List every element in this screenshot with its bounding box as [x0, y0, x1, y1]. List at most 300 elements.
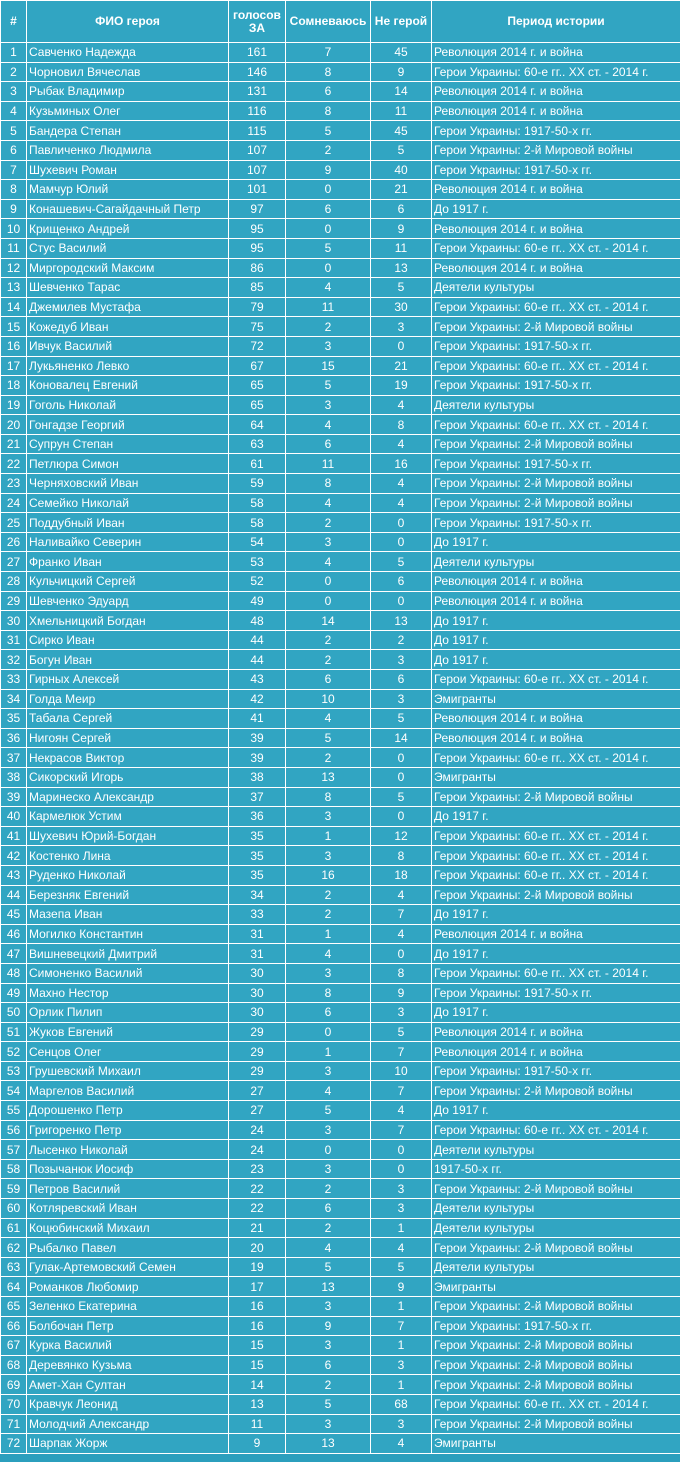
votes-doubt: 3 — [286, 1297, 371, 1317]
row-number: 45 — [1, 905, 27, 925]
history-period: Герои Украины: 2-й Мировой войны — [432, 493, 680, 513]
row-number: 57 — [1, 1140, 27, 1160]
history-period: Герои Украины: 1917-50-х гг. — [432, 121, 680, 141]
hero-name: Шухевич Роман — [27, 160, 229, 180]
votes-for: 54 — [229, 532, 286, 552]
votes-doubt: 3 — [286, 846, 371, 866]
hero-name: Орлик Пилип — [27, 1003, 229, 1023]
row-number: 42 — [1, 846, 27, 866]
hero-name: Маринеско Александр — [27, 787, 229, 807]
hero-name: Гонгадзе Георгий — [27, 415, 229, 435]
hero-name: Стус Василий — [27, 238, 229, 258]
history-period: До 1917 г. — [432, 199, 680, 219]
history-period: Деятели культуры — [432, 1140, 680, 1160]
votes-doubt: 6 — [286, 1355, 371, 1375]
table-row — [1, 885, 680, 905]
history-period: Деятели культуры — [432, 278, 680, 298]
votes-for: 11 — [229, 1414, 286, 1434]
history-period: Герои Украины: 60-е гг.. XX ст. - 2014 г. — [432, 238, 680, 258]
votes-not-hero: 5 — [371, 787, 432, 807]
votes-for: 29 — [229, 1022, 286, 1042]
votes-for: 115 — [229, 121, 286, 141]
votes-not-hero: 9 — [371, 983, 432, 1003]
votes-for: 42 — [229, 689, 286, 709]
row-number: 61 — [1, 1218, 27, 1238]
hero-name: Богун Иван — [27, 650, 229, 670]
table-row — [1, 474, 680, 494]
hero-name: Франко Иван — [27, 552, 229, 572]
votes-not-hero: 19 — [371, 376, 432, 396]
votes-for: 58 — [229, 493, 286, 513]
votes-for: 14 — [229, 1375, 286, 1395]
votes-for: 65 — [229, 395, 286, 415]
row-number: 25 — [1, 513, 27, 533]
table-row — [1, 650, 680, 670]
row-number: 67 — [1, 1336, 27, 1356]
votes-doubt: 3 — [286, 963, 371, 983]
row-number: 10 — [1, 219, 27, 239]
votes-not-hero: 4 — [371, 1434, 432, 1454]
votes-doubt: 3 — [286, 1414, 371, 1434]
hero-name: Ивчук Василий — [27, 336, 229, 356]
table-row — [1, 1218, 680, 1238]
votes-doubt: 3 — [286, 1120, 371, 1140]
votes-not-hero: 45 — [371, 43, 432, 63]
row-number: 43 — [1, 865, 27, 885]
votes-for: 65 — [229, 376, 286, 396]
table-row — [1, 865, 680, 885]
votes-doubt: 2 — [286, 748, 371, 768]
votes-for: 27 — [229, 1081, 286, 1101]
votes-not-hero: 1 — [371, 1218, 432, 1238]
history-period: До 1917 г. — [432, 650, 680, 670]
table-row — [1, 219, 680, 239]
hero-name: Джемилев Мустафа — [27, 297, 229, 317]
votes-not-hero: 4 — [371, 1238, 432, 1258]
hero-name: Коновалец Евгений — [27, 376, 229, 396]
history-period: Деятели культуры — [432, 1218, 680, 1238]
history-period: Герои Украины: 2-й Мировой войны — [432, 885, 680, 905]
hero-name: Могилко Константин — [27, 924, 229, 944]
table-row — [1, 160, 680, 180]
votes-for: 97 — [229, 199, 286, 219]
votes-not-hero: 7 — [371, 1316, 432, 1336]
hero-name: Кожедуб Иван — [27, 317, 229, 337]
row-number: 19 — [1, 395, 27, 415]
votes-doubt: 6 — [286, 1199, 371, 1219]
votes-doubt: 0 — [286, 1022, 371, 1042]
history-period: Герои Украины: 2-й Мировой войны — [432, 1414, 680, 1434]
history-period: Эмигранты — [432, 689, 680, 709]
hero-name: Табала Сергей — [27, 709, 229, 729]
votes-not-hero: 40 — [371, 160, 432, 180]
history-period: До 1917 г. — [432, 532, 680, 552]
history-period: Деятели культуры — [432, 1257, 680, 1277]
votes-doubt: 4 — [286, 415, 371, 435]
votes-for: 79 — [229, 297, 286, 317]
votes-doubt: 0 — [286, 1140, 371, 1160]
votes-for: 20 — [229, 1238, 286, 1258]
row-number: 44 — [1, 885, 27, 905]
hero-name: Мазепа Иван — [27, 905, 229, 925]
votes-for: 131 — [229, 82, 286, 102]
history-period: Герои Украины: 2-й Мировой войны — [432, 1297, 680, 1317]
votes-not-hero: 6 — [371, 199, 432, 219]
header-not-hero: Не герой — [371, 1, 432, 43]
row-number: 29 — [1, 591, 27, 611]
votes-for: 15 — [229, 1355, 286, 1375]
hero-name: Шарпак Жорж — [27, 1434, 229, 1454]
votes-for: 95 — [229, 238, 286, 258]
votes-doubt: 0 — [286, 591, 371, 611]
table-row — [1, 826, 680, 846]
row-number: 14 — [1, 297, 27, 317]
votes-for: 41 — [229, 709, 286, 729]
votes-for: 53 — [229, 552, 286, 572]
votes-doubt: 3 — [286, 395, 371, 415]
hero-name: Гулак-Артемовский Семен — [27, 1257, 229, 1277]
votes-doubt: 1 — [286, 826, 371, 846]
history-period: До 1917 г. — [432, 905, 680, 925]
votes-doubt: 9 — [286, 160, 371, 180]
votes-for: 43 — [229, 670, 286, 690]
history-period: Герои Украины: 1917-50-х гг. — [432, 983, 680, 1003]
hero-name: Конашевич-Сагайдачный Петр — [27, 199, 229, 219]
votes-for: 61 — [229, 454, 286, 474]
votes-not-hero: 13 — [371, 258, 432, 278]
votes-for: 30 — [229, 1003, 286, 1023]
votes-doubt: 2 — [286, 885, 371, 905]
votes-for: 44 — [229, 630, 286, 650]
history-period: Герои Украины: 60-е гг.. XX ст. - 2014 г. — [432, 62, 680, 82]
votes-doubt: 1 — [286, 924, 371, 944]
row-number: 68 — [1, 1355, 27, 1375]
history-period: Герои Украины: 2-й Мировой войны — [432, 1336, 680, 1356]
votes-for: 85 — [229, 278, 286, 298]
votes-doubt: 2 — [286, 630, 371, 650]
history-period: Герои Украины: 2-й Мировой войны — [432, 1179, 680, 1199]
hero-name: Кармелюк Устим — [27, 807, 229, 827]
table-row — [1, 630, 680, 650]
votes-doubt: 0 — [286, 180, 371, 200]
votes-doubt: 6 — [286, 434, 371, 454]
votes-not-hero: 4 — [371, 434, 432, 454]
votes-for: 17 — [229, 1277, 286, 1297]
hero-name: Поддубный Иван — [27, 513, 229, 533]
votes-not-hero: 30 — [371, 297, 432, 317]
votes-not-hero: 2 — [371, 630, 432, 650]
votes-doubt: 2 — [286, 650, 371, 670]
votes-for: 59 — [229, 474, 286, 494]
votes-for: 101 — [229, 180, 286, 200]
history-period: Революция 2014 г. и война — [432, 101, 680, 121]
table-row — [1, 905, 680, 925]
votes-for: 39 — [229, 728, 286, 748]
history-period: Революция 2014 г. и война — [432, 43, 680, 63]
row-number: 58 — [1, 1159, 27, 1179]
row-number: 52 — [1, 1042, 27, 1062]
votes-not-hero: 9 — [371, 1277, 432, 1297]
votes-for: 27 — [229, 1101, 286, 1121]
votes-doubt: 4 — [286, 1238, 371, 1258]
votes-not-hero: 13 — [371, 611, 432, 631]
header-row — [1, 1, 680, 43]
row-number: 59 — [1, 1179, 27, 1199]
votes-doubt: 6 — [286, 1003, 371, 1023]
votes-doubt: 5 — [286, 1394, 371, 1414]
votes-for: 16 — [229, 1297, 286, 1317]
row-number: 18 — [1, 376, 27, 396]
votes-not-hero: 0 — [371, 767, 432, 787]
history-period: Революция 2014 г. и война — [432, 180, 680, 200]
votes-not-hero: 3 — [371, 1179, 432, 1199]
hero-name: Романков Любомир — [27, 1277, 229, 1297]
history-period: Герои Украины: 1917-50-х гг. — [432, 1316, 680, 1336]
votes-doubt: 4 — [286, 1081, 371, 1101]
votes-for: 21 — [229, 1218, 286, 1238]
table-row — [1, 454, 680, 474]
table-row — [1, 1042, 680, 1062]
votes-not-hero: 4 — [371, 493, 432, 513]
votes-for: 75 — [229, 317, 286, 337]
history-period: Революция 2014 г. и война — [432, 1022, 680, 1042]
table-row — [1, 983, 680, 1003]
history-period: Эмигранты — [432, 1277, 680, 1297]
row-number: 5 — [1, 121, 27, 141]
hero-name: Сирко Иван — [27, 630, 229, 650]
votes-not-hero: 0 — [371, 532, 432, 552]
votes-doubt: 1 — [286, 1042, 371, 1062]
table-row — [1, 493, 680, 513]
table-row — [1, 689, 680, 709]
votes-not-hero: 4 — [371, 474, 432, 494]
row-number: 47 — [1, 944, 27, 964]
row-number: 24 — [1, 493, 27, 513]
row-number: 22 — [1, 454, 27, 474]
votes-doubt: 4 — [286, 552, 371, 572]
votes-doubt: 2 — [286, 317, 371, 337]
history-period: Герои Украины: 1917-50-х гг. — [432, 376, 680, 396]
table-row — [1, 513, 680, 533]
hero-name: Некрасов Виктор — [27, 748, 229, 768]
votes-not-hero: 5 — [371, 1257, 432, 1277]
table-row — [1, 787, 680, 807]
votes-doubt: 14 — [286, 611, 371, 631]
votes-not-hero: 3 — [371, 689, 432, 709]
history-period: Герои Украины: 1917-50-х гг. — [432, 336, 680, 356]
history-period: Герои Украины: 1917-50-х гг. — [432, 160, 680, 180]
votes-not-hero: 6 — [371, 670, 432, 690]
votes-doubt: 6 — [286, 82, 371, 102]
table-row — [1, 846, 680, 866]
table-row — [1, 552, 680, 572]
history-period: До 1917 г. — [432, 1003, 680, 1023]
votes-doubt: 2 — [286, 1218, 371, 1238]
history-period: Эмигранты — [432, 1434, 680, 1454]
table-row — [1, 572, 680, 592]
history-period: Деятели культуры — [432, 1199, 680, 1219]
votes-for: 48 — [229, 611, 286, 631]
hero-name: Мамчур Юлий — [27, 180, 229, 200]
table-row — [1, 924, 680, 944]
votes-not-hero: 1 — [371, 1375, 432, 1395]
votes-doubt: 3 — [286, 336, 371, 356]
table-row — [1, 297, 680, 317]
table-row — [1, 1238, 680, 1258]
row-number: 69 — [1, 1375, 27, 1395]
table-row — [1, 748, 680, 768]
votes-doubt: 0 — [286, 258, 371, 278]
hero-name: Супрун Степан — [27, 434, 229, 454]
row-number: 48 — [1, 963, 27, 983]
row-number: 49 — [1, 983, 27, 1003]
votes-not-hero: 0 — [371, 336, 432, 356]
history-period: Герои Украины: 2-й Мировой войны — [432, 474, 680, 494]
votes-not-hero: 8 — [371, 846, 432, 866]
votes-doubt: 16 — [286, 865, 371, 885]
votes-for: 86 — [229, 258, 286, 278]
history-period: Герои Украины: 60-е гг.. XX ст. - 2014 г. — [432, 1394, 680, 1414]
votes-for: 15 — [229, 1336, 286, 1356]
row-number: 7 — [1, 160, 27, 180]
votes-not-hero: 9 — [371, 62, 432, 82]
votes-for: 35 — [229, 846, 286, 866]
row-number: 21 — [1, 434, 27, 454]
table-row — [1, 43, 680, 63]
votes-not-hero: 0 — [371, 591, 432, 611]
hero-name: Петров Василий — [27, 1179, 229, 1199]
hero-name: Кульчицкий Сергей — [27, 572, 229, 592]
hero-name: Наливайко Северин — [27, 532, 229, 552]
table-row — [1, 1199, 680, 1219]
table-body — [1, 43, 680, 1454]
hero-name: Григоренко Петр — [27, 1120, 229, 1140]
votes-not-hero: 0 — [371, 748, 432, 768]
row-number: 35 — [1, 709, 27, 729]
votes-for: 22 — [229, 1199, 286, 1219]
votes-doubt: 2 — [286, 513, 371, 533]
table-row — [1, 1434, 680, 1454]
votes-doubt: 3 — [286, 532, 371, 552]
votes-doubt: 10 — [286, 689, 371, 709]
votes-for: 9 — [229, 1434, 286, 1454]
votes-not-hero: 18 — [371, 865, 432, 885]
table-row — [1, 1257, 680, 1277]
row-number: 1 — [1, 43, 27, 63]
votes-for: 35 — [229, 865, 286, 885]
votes-doubt: 8 — [286, 787, 371, 807]
votes-for: 16 — [229, 1316, 286, 1336]
history-period: Герои Украины: 60-е гг.. XX ст. - 2014 г. — [432, 748, 680, 768]
hero-name: Сенцов Олег — [27, 1042, 229, 1062]
table-row — [1, 1277, 680, 1297]
hero-name: Лысенко Николай — [27, 1140, 229, 1160]
votes-not-hero: 12 — [371, 826, 432, 846]
votes-not-hero: 0 — [371, 807, 432, 827]
votes-doubt: 0 — [286, 572, 371, 592]
table-row — [1, 238, 680, 258]
row-number: 66 — [1, 1316, 27, 1336]
hero-name: Шевченко Эдуард — [27, 591, 229, 611]
history-period: Герои Украины: 60-е гг.. XX ст. - 2014 г. — [432, 846, 680, 866]
votes-for: 72 — [229, 336, 286, 356]
votes-for: 24 — [229, 1120, 286, 1140]
hero-name: Шухевич Юрий-Богдан — [27, 826, 229, 846]
hero-name: Павличенко Людмила — [27, 140, 229, 160]
history-period: Герои Украины: 60-е гг.. XX ст. - 2014 г. — [432, 963, 680, 983]
votes-doubt: 2 — [286, 140, 371, 160]
table-row — [1, 1120, 680, 1140]
row-number: 15 — [1, 317, 27, 337]
votes-not-hero: 7 — [371, 1120, 432, 1140]
history-period: Революция 2014 г. и война — [432, 1042, 680, 1062]
history-period: Герои Украины: 60-е гг.. XX ст. - 2014 г. — [432, 415, 680, 435]
history-period: Революция 2014 г. и война — [432, 728, 680, 748]
hero-name: Сикорский Игорь — [27, 767, 229, 787]
hero-name: Зеленко Екатерина — [27, 1297, 229, 1317]
header-name: ФИО героя — [27, 1, 229, 43]
hero-name: Березняк Евгений — [27, 885, 229, 905]
votes-for: 39 — [229, 748, 286, 768]
row-number: 40 — [1, 807, 27, 827]
row-number: 55 — [1, 1101, 27, 1121]
row-number: 9 — [1, 199, 27, 219]
hero-name: Коцюбинский Михаил — [27, 1218, 229, 1238]
history-period: Революция 2014 г. и война — [432, 82, 680, 102]
votes-for: 67 — [229, 356, 286, 376]
votes-for: 116 — [229, 101, 286, 121]
history-period: Герои Украины: 1917-50-х гг. — [432, 513, 680, 533]
votes-for: 38 — [229, 767, 286, 787]
table-row — [1, 1159, 680, 1179]
votes-not-hero: 4 — [371, 924, 432, 944]
history-period: До 1917 г. — [432, 944, 680, 964]
table-row — [1, 944, 680, 964]
hero-name: Дорошенко Петр — [27, 1101, 229, 1121]
hero-name: Молодчий Александр — [27, 1414, 229, 1434]
votes-doubt: 5 — [286, 1257, 371, 1277]
votes-not-hero: 7 — [371, 1081, 432, 1101]
row-number: 16 — [1, 336, 27, 356]
votes-for: 22 — [229, 1179, 286, 1199]
votes-for: 63 — [229, 434, 286, 454]
header-votes-for: голосов ЗА — [229, 1, 286, 43]
votes-doubt: 8 — [286, 983, 371, 1003]
votes-not-hero: 11 — [371, 238, 432, 258]
votes-for: 13 — [229, 1394, 286, 1414]
table-row — [1, 140, 680, 160]
votes-for: 29 — [229, 1061, 286, 1081]
header-num: # — [1, 1, 27, 43]
history-period: До 1917 г. — [432, 611, 680, 631]
history-period: 1917-50-х гг. — [432, 1159, 680, 1179]
hero-name: Чорновил Вячеслав — [27, 62, 229, 82]
row-number: 27 — [1, 552, 27, 572]
table-row — [1, 258, 680, 278]
table-row — [1, 121, 680, 141]
row-number: 63 — [1, 1257, 27, 1277]
table-row — [1, 82, 680, 102]
hero-name: Крищенко Андрей — [27, 219, 229, 239]
history-period: Революция 2014 г. и война — [432, 572, 680, 592]
table-row — [1, 395, 680, 415]
table-row — [1, 1394, 680, 1414]
votes-not-hero: 5 — [371, 552, 432, 572]
votes-not-hero: 3 — [371, 317, 432, 337]
hero-name: Вишневецкий Дмитрий — [27, 944, 229, 964]
row-number: 31 — [1, 630, 27, 650]
hero-name: Рыбалко Павел — [27, 1238, 229, 1258]
